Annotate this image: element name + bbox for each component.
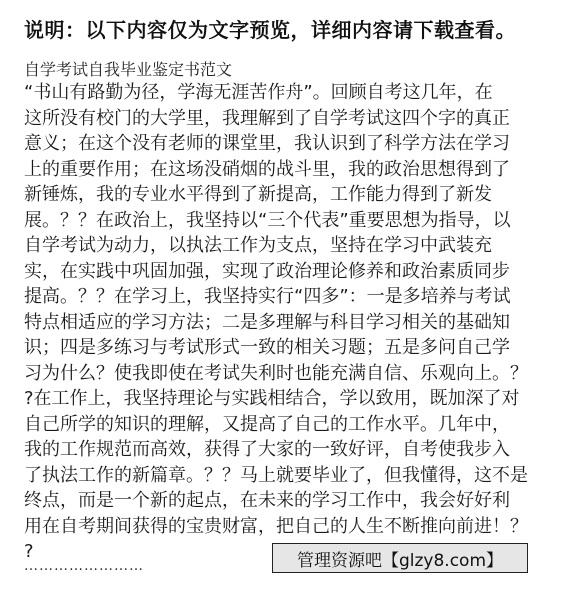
paragraph-line: 意义；在这个没有老师的课堂里，我认识到了科学方法在学习 xyxy=(24,133,510,154)
paragraph-line: ?在工作上，我坚持理论与实践相结合，学以致用，既加深了对 xyxy=(24,388,520,409)
preview-notice: 说明：以下内容仅为文字预览，详细内容请下载查看。 xyxy=(24,18,516,42)
paragraph-line: 这所没有校门的大学里，我理解到了自学考试这四个字的真正 xyxy=(24,107,510,129)
document-title: 自学考试自我毕业鉴定书范文 xyxy=(24,60,233,79)
paragraph-line: 实，在实践中巩固加强，实现了政治理论修养和政治素质同步 xyxy=(24,260,510,282)
paragraph-line: 我的工作规范而高效，获得了大家的一致好评，自考使我步入 xyxy=(24,439,510,460)
paragraph-line: 自己所学的知识的理解，又提高了自己的工作水平。几年中， xyxy=(24,413,510,435)
paragraph-line: 上的重要作用；在这场没硝烟的战斗里，我的政治思想得到了 xyxy=(24,158,510,180)
paragraph-line: 特点相适应的学习方法；二是多理解与科目学习相关的基础知 xyxy=(24,311,510,333)
paragraph-line: “书山有路勤为径，学海无涯苦作舟”。回顾自考这几年，在 xyxy=(24,82,493,103)
paragraph-line: ? xyxy=(24,541,34,562)
paragraph-line: 终点，而是一个新的起点，在未来的学习工作中，我会好好利 xyxy=(24,490,510,511)
paragraph-line: 用在自考期间获得的宝贵财富，把自己的人生不断推向前进！？ xyxy=(24,515,528,537)
paragraph-line: 提高。？？在学习上，我坚持实行“四多”：一是多培养与考试 xyxy=(24,286,511,307)
source-link-box[interactable]: 管理资源吧【glzy8.com】 xyxy=(272,543,528,573)
document-body xyxy=(24,60,558,565)
paragraph-line: 自学考试为动力，以执法工作为支点，坚持在学习中武装充 xyxy=(24,235,492,256)
paragraph-line: 了执法工作的新篇章。？？马上就要毕业了，但我懂得，这不是 xyxy=(24,464,528,486)
paragraph-line: 新锤炼，我的专业水平得到了新提高，工作能力得到了新发 xyxy=(24,184,492,205)
paragraph-line: 展。？？在政治上，我坚持以“三个代表”重要思想为指导，以 xyxy=(24,209,511,231)
paragraph-line: 识；四是多练习与考试形式一致的相关习题；五是多问自己学 xyxy=(24,337,510,358)
dotted-divider: …………………… xyxy=(24,558,144,574)
paragraph-line: 习为什么？使我即使在考试失利时也能充满自信、乐观向上。？ xyxy=(24,362,528,384)
